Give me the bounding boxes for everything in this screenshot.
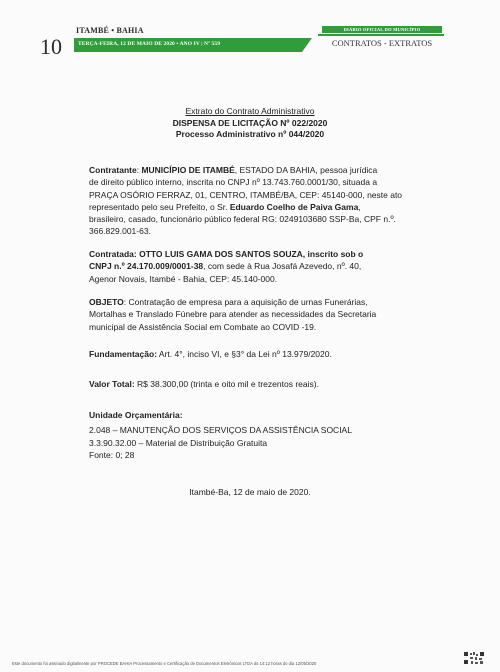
page-number: 10: [40, 34, 62, 59]
contratante-line1: , ESTADO DA BAHIA, pessoa jurídica: [234, 165, 378, 175]
header-rule: [318, 34, 444, 36]
valor-paragraph: Valor Total: R$ 38.300,00 (trinta e oito mil e trezentos reais).: [89, 379, 319, 389]
qr-code-icon: [463, 651, 485, 665]
contratada-cnpj: CNPJ n.º 24.170.009/0001-38: [89, 261, 204, 272]
digital-signature-note: Este documento foi assinado digitalmente por PROCEDE BAHIA Processamento e Certificação de Documentos Eletrônicos LTDA às 14:12 horas do dia 12/05/2020: [12, 661, 317, 666]
place-date: Itambé-Ba, 12 de maio de 2020.: [189, 487, 311, 497]
prefeito-name: Eduardo Coelho de Paiva Gama: [229, 201, 359, 212]
date-line: TERÇA-FEIRA, 12 DE MAIO DE 2020 • ANO IV | Nº 559: [78, 41, 221, 47]
valor-text: R$ 38.300,00 (trinta e oito mil e trezentos reais).: [134, 379, 319, 389]
fundamentacao-paragraph: Fundamentação: Art. 4°, inciso VI, e §3° da Lei nº 13.979/2020.: [89, 349, 332, 359]
objeto-line2: Mortalhas e Translado Fúnebre para atender as necessidades da Secretaria: [89, 309, 377, 320]
contratante-line4a: representado pelo seu Prefeito, o Sr.: [89, 201, 230, 212]
unidade-label: Unidade Orçamentária: [89, 410, 180, 420]
contratante-paragraph: Contratante: MUNICÍPIO DE ITAMBÉ, ESTADO DA BAHIA, pessoa jurídica de direito público interno, inscrita no CNPJ nº 13.743.760.0001/30, situada a PRAÇA OSÓRIO FERRAZ, 01, CENTRO, ITAMBÉ/BA, CEP: 45140-000, neste ato representado pelo seu Prefeito, o Sr. Eduardo Coelho de Paiva Gama, brasileiro, casado, funcionário público federal RG: 0249103680 SSP-Ba, CPF n.º. 366.829.001-63.: [89, 164, 414, 238]
objeto-paragraph: OBJETO: Contratação de empresa para a aquisição de urnas Funerárias, Mortalhas e Translado Fúnebre para atender as necessidades da Secretaria municipal de Assistência Social em Combate ao COVID -19.: [89, 296, 414, 333]
unidade-line3: Fonte: 0; 28: [89, 449, 135, 460]
contratada-line3: Agenor Novais, Itambé - Bahia, CEP: 45.140-000.: [89, 273, 278, 284]
processo-number: Processo Administrativo nº 044/2020: [175, 129, 325, 139]
city-name: ITAMBÉ • BAHIA: [76, 26, 144, 35]
contratante-line4b: ,: [358, 201, 361, 212]
objeto-label: OBJETO: [89, 297, 124, 307]
contratante-line3: PRAÇA OSÓRIO FERRAZ, 01, CENTRO, ITAMBÉ/BA, CEP: 45140-000, neste ato: [89, 189, 403, 200]
gazette-badge-label: DIÁRIO OFICIAL DO MUNICÍPIO: [343, 27, 421, 32]
contratante-line5: brasileiro, casado, funcionário público federal RG: 0249103680 SSP-Ba, CPF n.º.: [89, 214, 396, 225]
section-title: CONTRATOS - EXTRATOS: [331, 38, 433, 48]
document-title: Extrato do Contrato Administrativo: [185, 106, 315, 116]
contratada-label: Contratada: [89, 249, 134, 259]
valor-label: Valor Total: [89, 379, 132, 389]
dispensa-number: DISPENSA DE LICITAÇÃO Nº 022/2020: [172, 118, 328, 128]
contratada-paragraph: Contratada: OTTO LUIS GAMA DOS SANTOS SOUZA, inscrito sob o CNPJ n.º 24.170.009/0001-38, com sede à Rua Josafá Azevedo, nº. 40, Agenor Novais, Itambé - Bahia, CEP: 45.140-000.: [89, 248, 414, 285]
contratada-bold1: OTTO LUIS GAMA DOS SANTOS SOUZA, inscrito sob o: [139, 249, 364, 259]
contratante-line2: de direito público interno, inscrita no CNPJ nº 13.743.760.0001/30, situada a: [89, 177, 378, 188]
unidade-line1: 2.048 – MANUTENÇÃO DOS SERVIÇOS DA ASSISTÊNCIA SOCIAL: [89, 425, 352, 436]
contratante-label: Contratante: [89, 165, 137, 175]
unidade-line2: 3.3.90.32.00 – Material de Distribuição Gratuita: [89, 437, 268, 448]
fundamentacao-label: Fundamentação: [89, 349, 155, 359]
fundamentacao-text: Art. 4°, inciso VI, e §3° da Lei nº 13.979/2020.: [157, 349, 332, 359]
header-stripe: [302, 38, 324, 52]
objeto-line3: municipal de Assistência Social em Combate ao COVID -19.: [89, 321, 317, 332]
contratada-rest2: , com sede à Rua Josafá Azevedo, nº. 40,: [203, 261, 362, 272]
unidade-paragraph: Unidade Orçamentária: 2.048 – MANUTENÇÃO DOS SERVIÇOS DA ASSISTÊNCIA SOCIAL 3.3.90.32.00 – Material de Distribuição Gratuita Fonte: 0; 28: [89, 409, 414, 461]
contratante-name: MUNICÍPIO DE ITAMBÉ: [141, 165, 235, 175]
objeto-line1: Contratação de empresa para a aquisição de urnas Funerárias,: [126, 297, 368, 307]
contratante-line6: 366.829.001-63.: [89, 226, 151, 237]
